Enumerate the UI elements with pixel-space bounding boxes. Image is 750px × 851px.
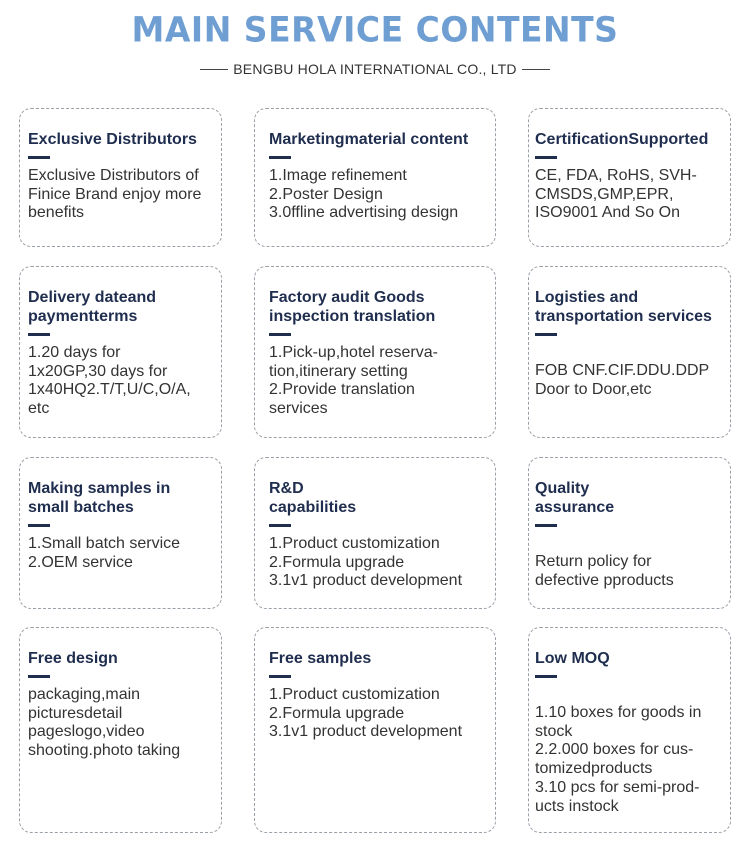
card-title: Logisties and transportation services	[535, 289, 712, 325]
card-title: Marketingmaterial content	[269, 131, 469, 148]
title-underline	[535, 524, 557, 527]
company-name: BENGBU HOLA INTERNATIONAL CO., LTD	[233, 61, 517, 77]
card-body: Return policy for defective pproducts	[535, 553, 674, 589]
title-underline	[269, 156, 291, 159]
card-title: Exclusive Distributors	[28, 131, 197, 148]
page-title: MAIN SERVICE CONTENTS	[131, 9, 619, 50]
title-underline	[28, 524, 50, 527]
service-card-certification	[528, 108, 731, 247]
title-underline	[535, 675, 557, 678]
title-underline	[535, 333, 557, 336]
card-body: Exclusive Distributors of Finice Brand enjoy more benefits	[28, 167, 202, 222]
card-body: 1.Small batch service 2.OEM service	[28, 535, 181, 571]
card-title: Making samples in small batches	[28, 480, 171, 516]
title-underline	[28, 156, 50, 159]
service-card-delivery-payment	[19, 266, 222, 438]
card-title: R&D capabilities	[269, 480, 357, 516]
title-underline	[535, 156, 557, 159]
service-card-factory-audit	[254, 266, 496, 438]
card-title: Quality assurance	[535, 480, 615, 516]
service-card-rnd	[254, 457, 496, 609]
card-title: Low MOQ	[535, 650, 610, 667]
card-body: 1.Product customization 2.Formula upgrade 3.1v1 product development	[269, 535, 463, 590]
card-body: CE, FDA, RoHS, SVH- CMSDS,GMP,EPR, ISO9001 And So On	[535, 167, 697, 222]
card-body: 1.Product customization 2.Formula upgrade 3.1v1 product development	[269, 686, 463, 741]
title-underline	[269, 333, 291, 336]
service-card-exclusive-distributors	[19, 108, 222, 247]
service-card-marketing-material	[254, 108, 496, 247]
card-body: 1.Image refinement 2.Poster Design 3.0ffline advertising design	[269, 167, 459, 222]
title-underline	[28, 675, 50, 678]
service-card-small-batch-samples	[19, 457, 222, 609]
title-underline	[269, 675, 291, 678]
right-rule	[522, 69, 550, 70]
card-body: 1.Pick-up,hotel reserva- tion,itinerary setting 2.Provide translation services	[269, 344, 438, 418]
company-subtitle	[0, 61, 750, 77]
title-underline	[269, 524, 291, 527]
card-title: Delivery dateand paymentterms	[28, 289, 157, 325]
card-title: Free samples	[269, 650, 372, 667]
card-body: 1.20 days for 1x20GP,30 days for 1x40HQ2.T/T,U/C,O/A, etc	[28, 344, 191, 418]
left-rule	[200, 69, 228, 70]
service-card-logistics	[528, 266, 731, 438]
service-card-free-samples	[254, 627, 496, 833]
card-title: CertificationSupported	[535, 131, 709, 148]
service-card-free-design	[19, 627, 222, 833]
card-body: FOB CNF.CIF.DDU.DDP Door to Door,etc	[535, 362, 710, 398]
title-underline	[28, 333, 50, 336]
service-card-low-moq	[528, 627, 731, 833]
card-title: Free design	[28, 650, 118, 667]
card-body: 1.10 boxes for goods in stock 2.2.000 boxes for cus- tomizedproducts 3.10 pcs for semi-prod- ucts instock	[535, 704, 702, 815]
card-body: packaging,main picturesdetail pageslogo,video shooting.photo taking	[28, 686, 181, 760]
service-card-quality-assurance	[528, 457, 731, 609]
card-title: Factory audit Goods inspection translation	[269, 289, 436, 325]
